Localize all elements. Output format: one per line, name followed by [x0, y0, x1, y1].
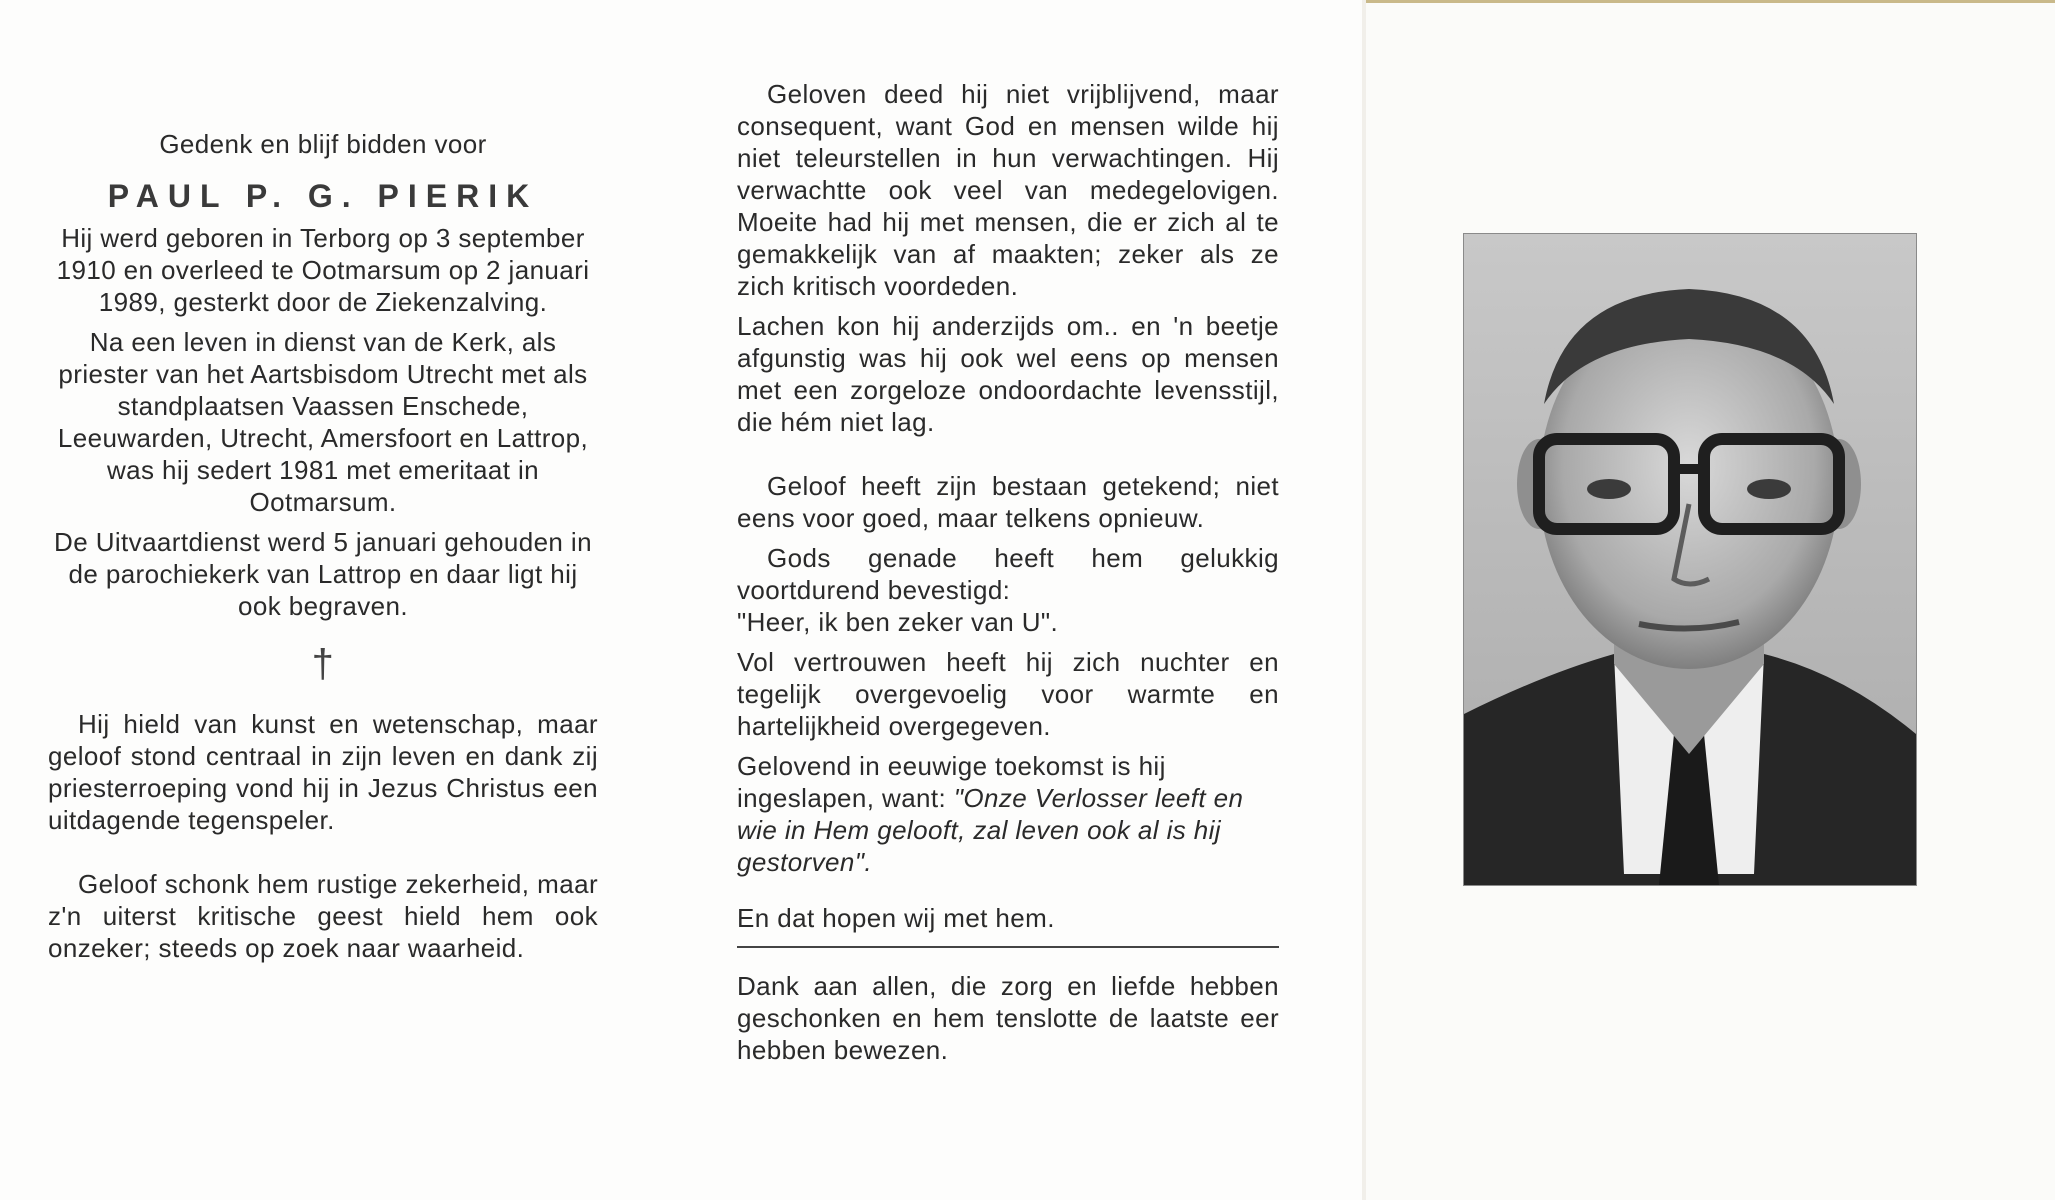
belief-paragraph: Geloven deed hij niet vrijblijvend, maar consequent, want God en mensen wilde hij niet teleurstellen in hun verwachtingen. Hij verwachtte ook veel van medegelovigen. Moeite had hij met mensen, die er zich al te gemakkelijk van af maakten; zeker als ze zich kritisch voordeden. [737, 79, 1279, 301]
birth-paragraph: Hij werd geboren in Terborg op 3 september 1910 en overleed te Ootmarsum op 2 januari 1989, gesterkt door de Ziekenzalving. [56, 223, 590, 317]
eternity-quote: "Onze Verlosser leeft en wie in Hem gelooft, zal leven ook al is hij gestorven". [737, 783, 1244, 877]
career-paragraph: Na een leven in dienst van de Kerk, als priester van het Aartsbisdom Utrecht met als standplaatsen Vaassen Enschede, Leeuwarden, Utrecht, Amersfoort en Lattrop, was hij sedert 1981 met emeritaat in Ootmarsum. [57, 327, 589, 517]
grace-paragraph: Gods genade heeft hem gelukkig voortdurend bevestigd: [737, 543, 1279, 605]
intro-line: Gedenk en blijf bidden voor [159, 129, 487, 159]
middle-text-column [737, 78, 1279, 1074]
funeral-paragraph: De Uitvaartdienst werd 5 januari gehouden in de parochiekerk van Lattrop en daar ligt hij ook begraven. [54, 527, 592, 621]
portrait-photo [1463, 233, 1917, 886]
eternity-paragraph: Gelovend in eeuwige toekomst is hij ingeslapen, want: [737, 751, 1166, 813]
left-text-column [48, 128, 598, 972]
thanks-paragraph: Dank aan allen, die zorg en liefde hebben geschonken en hem tenslotte de laatste eer hebben bewezen. [737, 971, 1279, 1065]
art-paragraph: Hij hield van kunst en wetenschap, maar geloof stond centraal in zijn leven en dank zij priesterroeping vond hij in Jezus Christus een uitdagende tegenspeler. [48, 709, 598, 835]
faith-paragraph: Geloof schonk hem rustige zekerheid, maar z'n uiterst kritische geest hield hem ook onzeker; steeds op zoek naar waarheid. [48, 869, 598, 963]
portrait-illustration [1464, 234, 1916, 885]
hope-line: En dat hopen wij met hem. [737, 903, 1055, 933]
divider-rule [737, 946, 1279, 948]
trust-paragraph: Vol vertrouwen heeft hij zich nuchter en tegelijk overgevoelig voor warmte en hartelijkheid overgegeven. [737, 647, 1279, 741]
faith-marked-paragraph: Geloof heeft zijn bestaan getekend; niet eens voor goed, maar telkens opnieuw. [737, 471, 1279, 533]
deceased-name: PAUL P. G. PIERIK [107, 178, 539, 214]
cross-icon: † [311, 642, 335, 686]
grace-quote: "Heer, ik ben zeker van U". [737, 607, 1059, 637]
laughter-paragraph: Lachen kon hij anderzijds om.. en 'n beetje afgunstig was hij ook wel eens op mensen met een zorgeloze ondoordachte levensstijl, die hém niet lag. [737, 311, 1279, 437]
